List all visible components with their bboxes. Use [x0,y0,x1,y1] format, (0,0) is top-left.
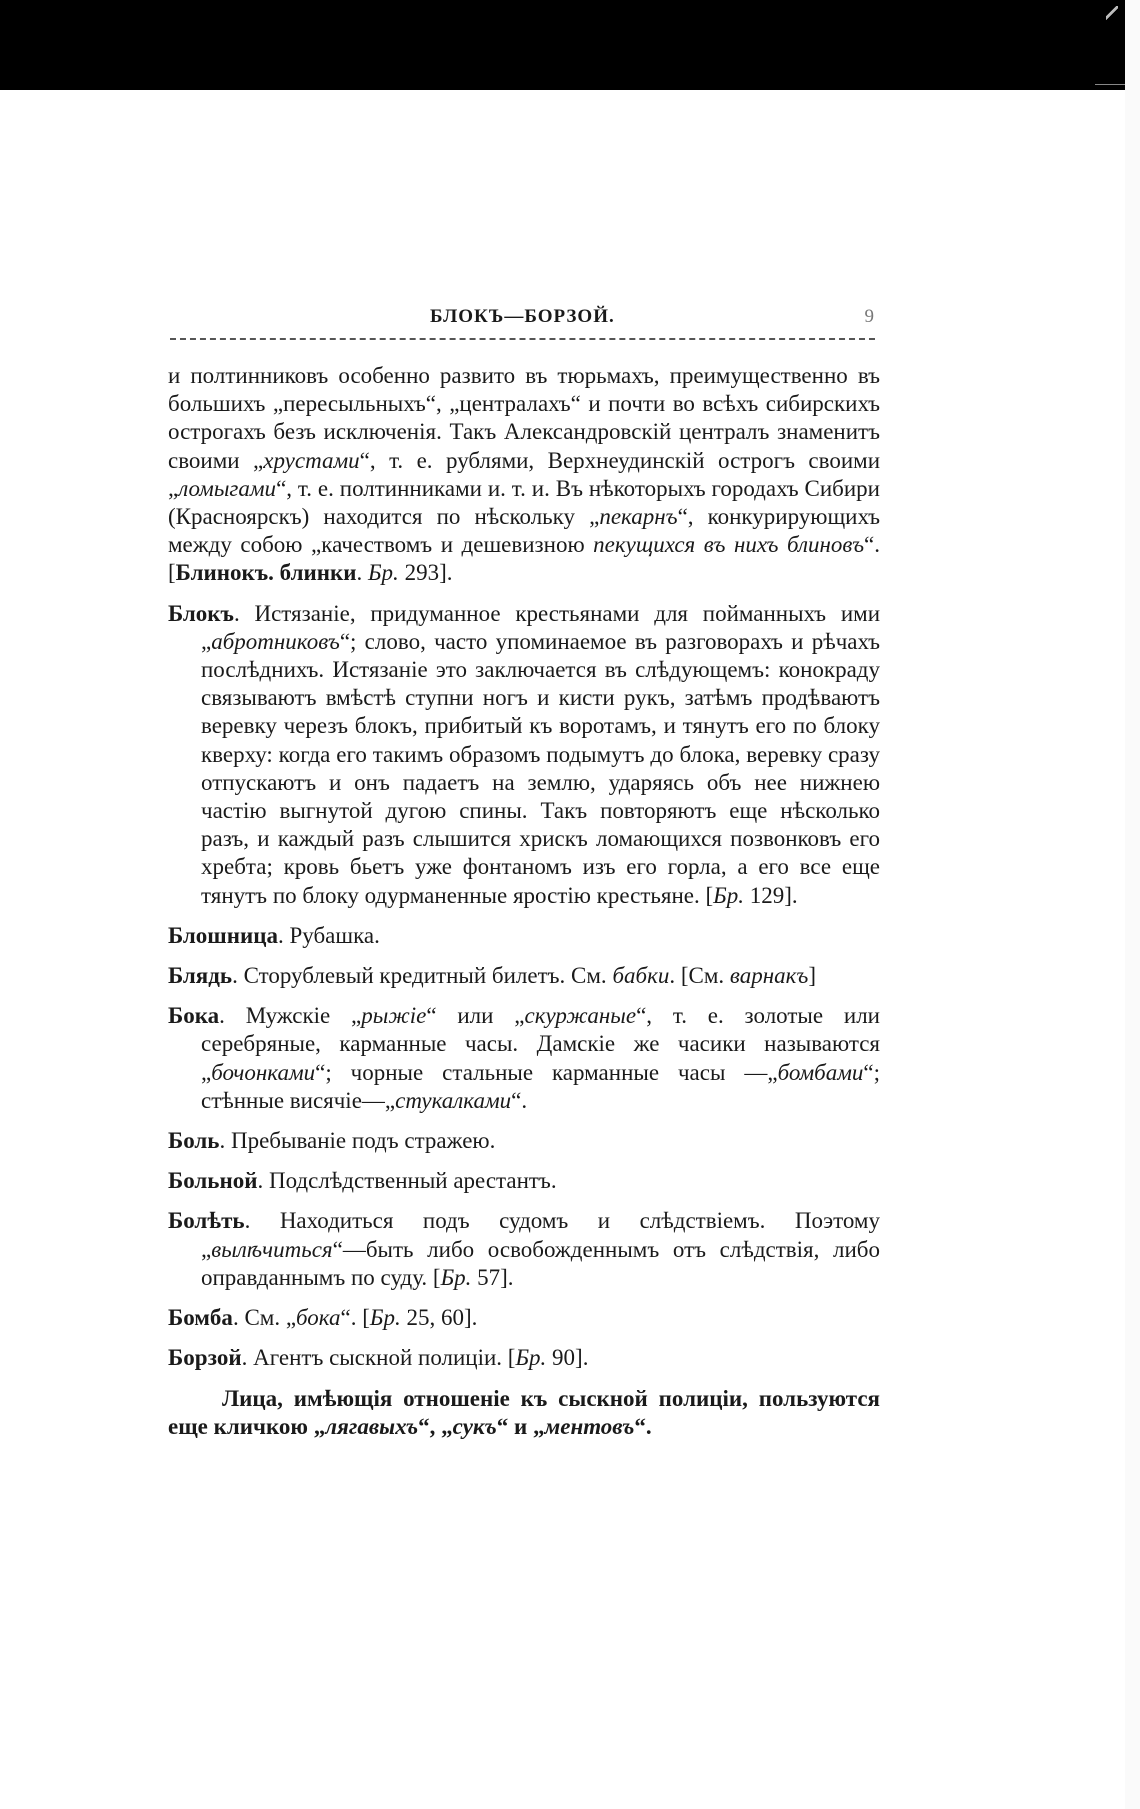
entry-headword: Блошница [168,922,278,948]
entry-bol [168,1127,880,1155]
italic-term: бабки [612,963,670,989]
text-run: “, т. е. полтинниками и. т. и. Въ нѣкоторыхъ городахъ Сибири (Красноярскъ) находится по нѣскольку „ [168,475,880,530]
italic-term: варнакъ [729,963,809,989]
italic-term: стукалками [395,1087,512,1113]
entry-headword: Болѣть [168,1208,245,1234]
text-run: “—быть либо освобожденнымъ отъ слѣдствія, либо оправданнымъ по суду. [ [201,1236,880,1290]
italic-term: хрустами [263,447,360,473]
text-run: “. [ [340,1305,370,1331]
text-run: 129]. [743,882,798,908]
text-run: . Подслѣдственный арестантъ. [257,1168,557,1194]
entry-headword: Бомба [168,1305,233,1331]
italic-term: сукъ [452,1413,497,1439]
entry-borzoy [168,1344,880,1372]
entry-bloshnitsa [168,922,880,950]
text-run: “. [634,1413,652,1439]
text-run: “, „ [418,1413,453,1439]
text-run: “. [ [168,532,880,586]
entry-headword: Блокъ [168,600,234,626]
italic-term: бочонками [211,1059,316,1085]
source-reference: Бр. [515,1345,547,1371]
source-reference: Бр. [713,882,744,908]
text-run: . Рубашка. [277,922,380,948]
scan-dark-band [0,0,1125,90]
text-run: . Сторублевый кредитный билетъ. См. [232,963,613,989]
entry-headword: Боль [168,1128,220,1154]
text-run: “; слово, часто упоминаемое въ разговорахъ и рѣчахъ послѣднихъ. Истязаніе это заключается въ слѣдующемъ: конокраду связываютъ вмѣстѣ ступни ногъ и кисти рукъ, затѣмъ продѣваютъ веревку черезъ блокъ, прибитый къ воротамъ, и тянутъ его по блоку кверху: когда его такимъ образомъ подымутъ до блока, веревку сразу отпускаютъ и онъ падаетъ на землю, ударяясь объ нее нижнею частію выгнутой дугою спины. Такъ повторяютъ еще нѣсколько разъ, и каждый разъ слышится хрискъ ломающихся позвонковъ его хребта; кровь бьетъ уже фонтаномъ изъ его горла, а его все еще тянутъ по блоку одурманенные яростію крестьяне. [ [201,628,880,908]
page-body [168,362,880,1441]
text-run: . Пребываніе подъ стражею. [219,1128,496,1154]
text-run: . Находиться подъ судомъ и слѣдствіемъ. Поэтому „ [201,1208,880,1262]
italic-term: бока [296,1305,341,1331]
entry-blok [168,600,880,910]
text-run: “, т. е. золотые или серебряные, карманные часы. Дамскіе же часики называются „ [201,1003,880,1085]
text-run: Лица, имѣющія отношеніе къ сыскной полиціи, пользуются еще кличкою „ [168,1385,880,1439]
italic-term: абротниковъ [211,628,340,654]
source-reference: Бр. [369,1305,401,1331]
text-run: “, т. е. рублями, Верхнеудинскій острогъ своими „ [168,447,880,501]
text-run: 57]. [471,1264,514,1290]
entry-blyad [168,962,880,990]
entry-bolnoy [168,1167,880,1195]
text-run: “ или „ [426,1003,525,1029]
text-run: . [356,560,368,586]
italic-term: рыжіе [361,1003,427,1029]
text-run: “, конкурирующихъ между собою „качествомъ и дешевизною [168,504,880,558]
text-run: . См. „ [232,1305,297,1331]
note-paragraph [168,1385,880,1441]
entry-headword: Бока [168,1003,220,1029]
header-rule [170,338,875,340]
entry-headword: Больной [168,1168,258,1194]
italic-term: ломыгами [178,475,277,501]
text-run: 293]. [398,560,453,586]
italic-term: ментовъ [544,1413,635,1439]
scan-corner-mark [1106,6,1118,20]
entry-bomba [168,1304,880,1332]
text-run: “. [511,1087,528,1113]
text-run: “; стѣнные висячіе—„ [201,1059,880,1113]
text-run: 25, 60]. [400,1305,478,1331]
text-run: . Истязаніе, придуманное крестьянами для пойманныхъ ими „ [201,600,880,654]
italic-term: вылѣчиться [211,1236,333,1262]
entry-headword: Блядь [168,963,233,989]
italic-term: лягавыхъ [325,1413,419,1439]
running-head-title: БЛОКЪ—БОРЗОЙ. [430,306,615,327]
source-reference: Бр. [440,1264,472,1290]
entry-headword: Борзой [168,1345,242,1371]
text-run: и полтинниковъ особенно развито въ тюрьмахъ, преимущественно въ большихъ „пересыльныхъ“, „централахъ“ и почти во всѣхъ сибирскихъ острогахъ безъ исключенія. Такъ Александровскій централъ знаменитъ своими „ [168,363,880,473]
italic-term: пекущихся въ нихъ блиновъ [593,532,865,558]
italic-term: пекарнъ [599,504,678,530]
continuation-paragraph [168,362,880,588]
entry-boka [168,1002,880,1115]
text-run: ] [808,963,817,989]
entry-bolet [168,1207,880,1292]
source-reference: Бр. [367,560,399,586]
scan-rule [1095,84,1125,85]
italic-term: скуржаные [524,1003,637,1029]
text-run: . Мужскіе „ [219,1003,362,1029]
text-run: . [См. [669,963,730,989]
text-run: “ и „ [496,1413,545,1439]
bold-term: Блинокъ. блинки [175,560,357,586]
italic-term: бомбами [777,1059,864,1085]
running-head [170,306,875,336]
text-run: . Агентъ сыскной полиціи. [ [241,1345,516,1371]
text-run: “; чорные стальные карманные часы —„ [315,1059,778,1085]
text-run: 90]. [546,1345,589,1371]
scan-edge [1125,0,1140,1809]
page-number: 9 [864,306,875,327]
